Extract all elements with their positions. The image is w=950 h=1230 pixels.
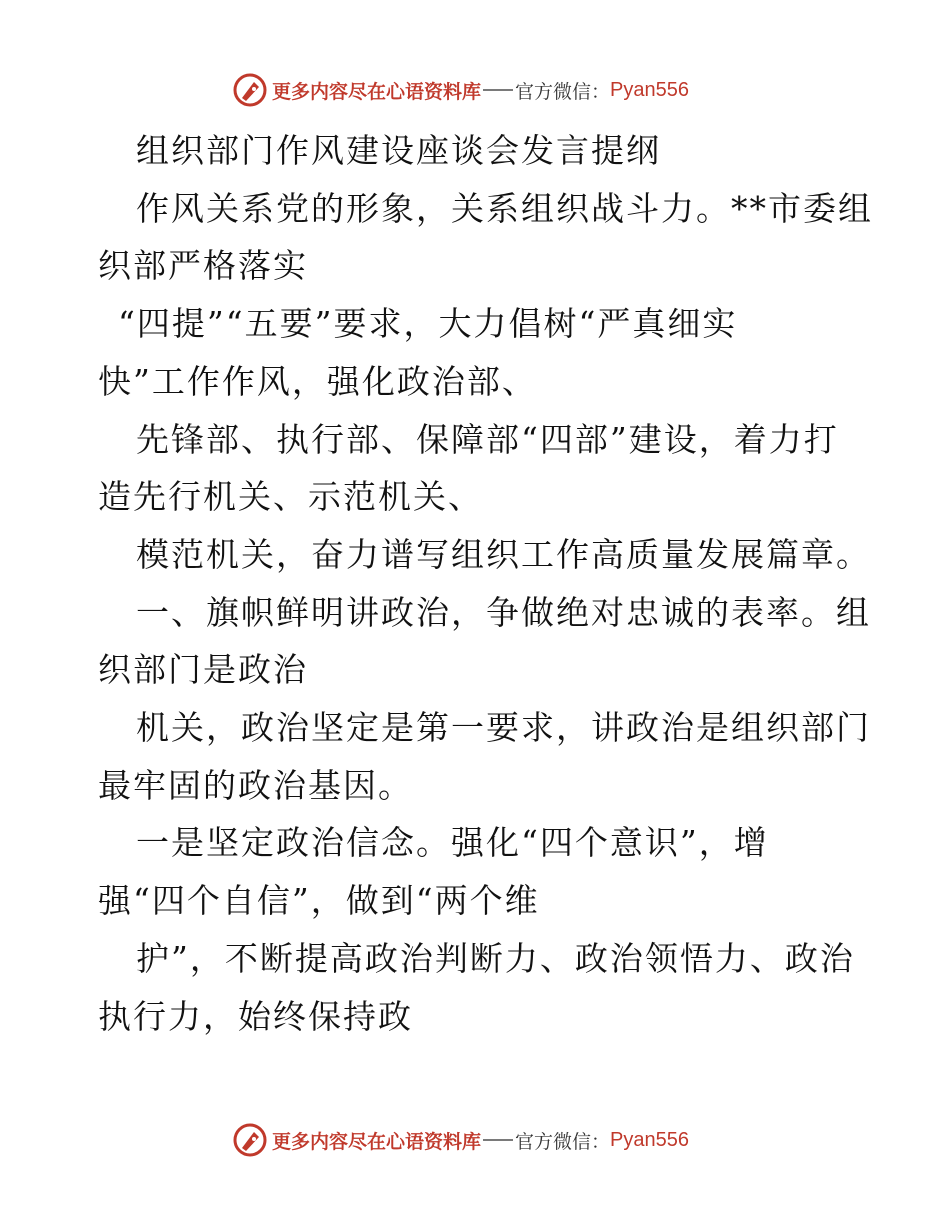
paragraph-line: “四提”“五要”要求，大力倡树“严真细实 — [118, 304, 738, 344]
banner-wechat-id: Pyan556 — [610, 78, 689, 101]
paragraph-line: 快”工作作风，强化政治部、 — [98, 361, 537, 401]
footer-banner — [232, 1120, 689, 1160]
paragraph-line: 机关，政治坚定是第一要求，讲政治是组织部门 — [136, 708, 871, 748]
paragraph-line: 最牢固的政治基因。 — [98, 765, 413, 805]
paragraph-line: 模范机关，奋力谱写组织工作高质量发展篇章。 — [136, 534, 871, 574]
paragraph-line: 织部门是政治 — [98, 650, 308, 690]
paragraph-line: 作风关系党的形象，关系组织战斗力。**市委组 — [136, 188, 873, 228]
section-heading-line: 一、旗帜鲜明讲政治，争做绝对忠诚的表率。组 — [136, 592, 871, 632]
paragraph-line: 执行力，始终保持政 — [98, 996, 413, 1036]
header-banner — [232, 70, 689, 110]
paragraph-line: 造先行机关、示范机关、 — [98, 477, 483, 517]
pen-nib-logo-icon — [232, 1122, 268, 1158]
banner-divider — [483, 1139, 513, 1141]
banner-text: 更多内容尽在心语资料库 — [272, 1130, 482, 1153]
banner-label: 官方微信： — [515, 80, 611, 103]
paragraph-line: 强“四个自信”，做到“两个维 — [98, 881, 540, 921]
paragraph-line: 织部严格落实 — [98, 246, 308, 286]
banner-label: 官方微信： — [515, 1130, 611, 1153]
banner-wechat-id: Pyan556 — [610, 1128, 689, 1151]
banner-text: 更多内容尽在心语资料库 — [272, 80, 482, 103]
paragraph-line: 先锋部、执行部、保障部“四部”建设，着力打 — [136, 419, 839, 459]
document-title: 组织部门作风建设座谈会发言提纲 — [136, 131, 661, 170]
paragraph-line: 护”，不断提高政治判断力、政治领悟力、政治 — [136, 938, 855, 978]
document-body — [98, 122, 873, 1045]
pen-nib-logo-icon — [232, 72, 268, 108]
banner-divider — [483, 89, 513, 91]
paragraph-line: 一是坚定政治信念。强化“四个意识”，增 — [136, 823, 769, 863]
